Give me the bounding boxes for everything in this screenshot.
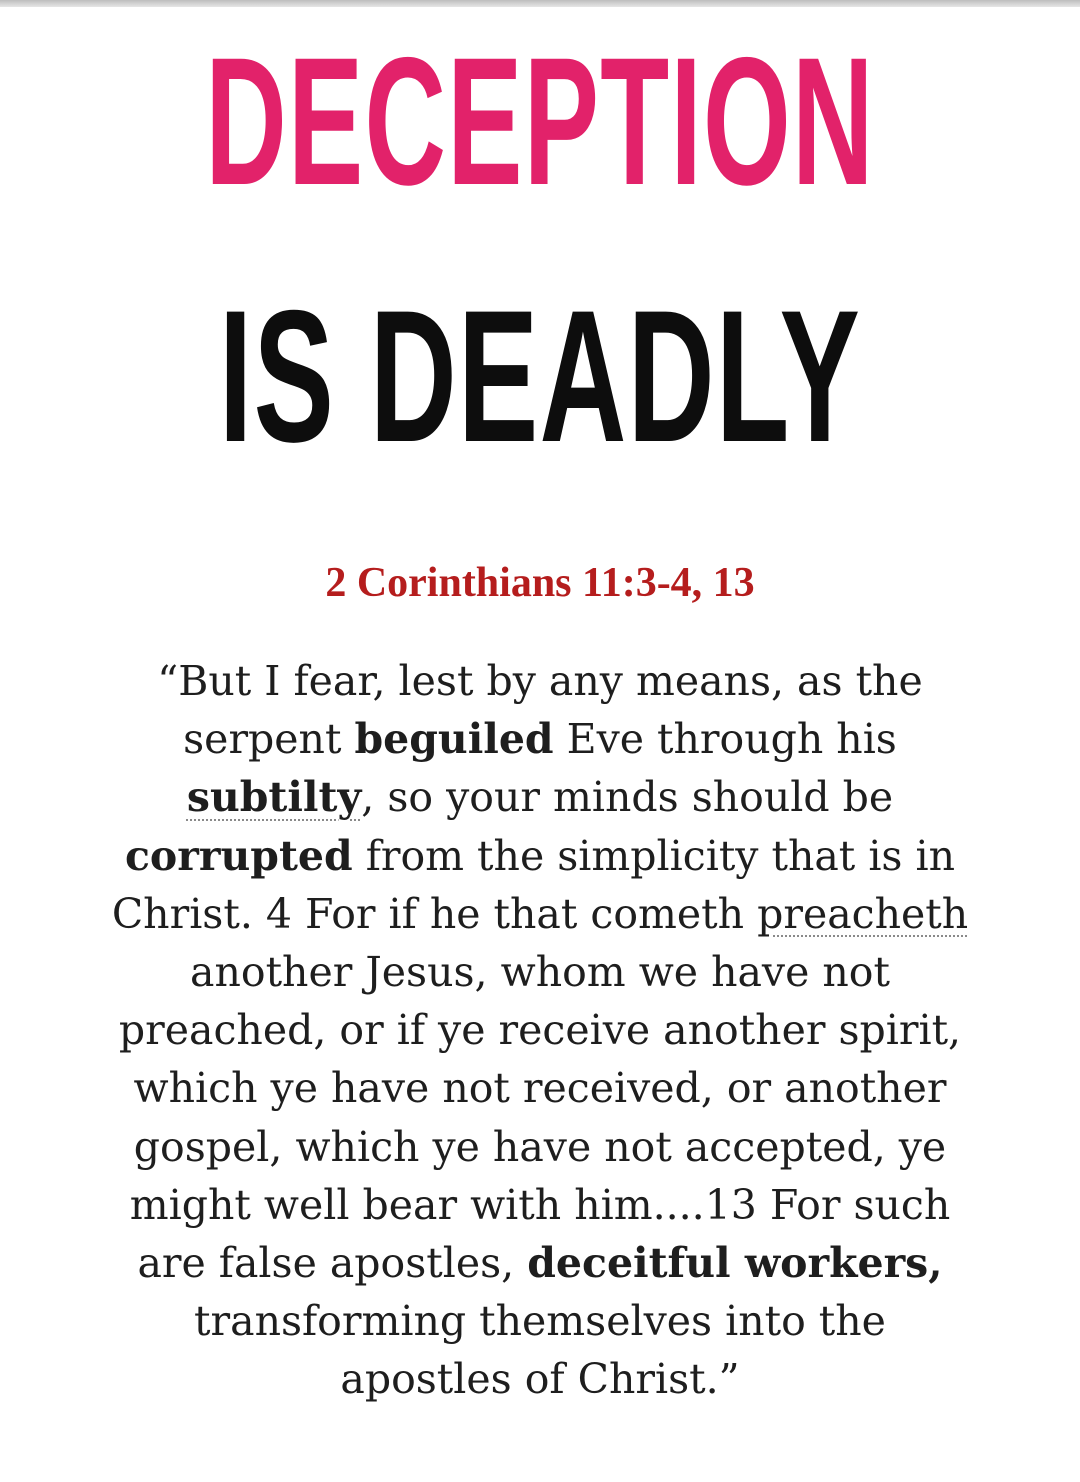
passage-line-13: apostles of Christ.”	[340, 1355, 740, 1404]
passage-line-6: another Jesus, whom we have not	[190, 948, 890, 997]
scripture-reference: 2 Corinthians 11:3-4, 13	[325, 560, 755, 606]
emphasis-deceitful-workers: deceitful workers,	[527, 1239, 943, 1288]
passage-line-12: transforming themselves into the	[194, 1297, 886, 1346]
passage-text: Christ. 4 For if he that cometh	[111, 889, 758, 938]
passage-text: serpent	[183, 715, 355, 764]
passage-line-3	[40, 768, 1040, 826]
passage-line-8: which ye have not received, or another	[133, 1064, 947, 1113]
emphasis-corrupted: corrupted	[124, 831, 353, 880]
passage-text: Eve through his	[553, 715, 897, 764]
passage-text: from the simplicity that is in	[352, 831, 956, 880]
emphasis-beguiled: beguiled	[354, 715, 554, 764]
headline-deception: DECEPTION	[205, 19, 875, 223]
passage-line-4	[40, 827, 1040, 885]
top-divider	[0, 0, 1080, 7]
passage-line-5	[40, 885, 1040, 943]
headline-is-deadly: IS DEADLY	[218, 271, 862, 481]
passage-line-2	[40, 710, 1040, 768]
passage-line-1: “But I fear, lest by any means, as the	[157, 657, 923, 705]
passage-text: are false apostles,	[137, 1239, 528, 1288]
passage-line-10: might well bear with him....13 For such	[129, 1180, 951, 1229]
passage-line-7: preached, or if ye receive another spirit,	[118, 1006, 962, 1055]
scripture-passage	[40, 652, 1040, 1409]
passage-text: , so your minds should be	[361, 773, 894, 822]
underlined-preacheth: preacheth	[757, 889, 969, 938]
emphasis-subtilty: subtilty	[186, 773, 362, 822]
passage-line-9: gospel, which ye have not accepted, ye	[133, 1122, 947, 1171]
passage-line-11	[40, 1234, 1040, 1292]
